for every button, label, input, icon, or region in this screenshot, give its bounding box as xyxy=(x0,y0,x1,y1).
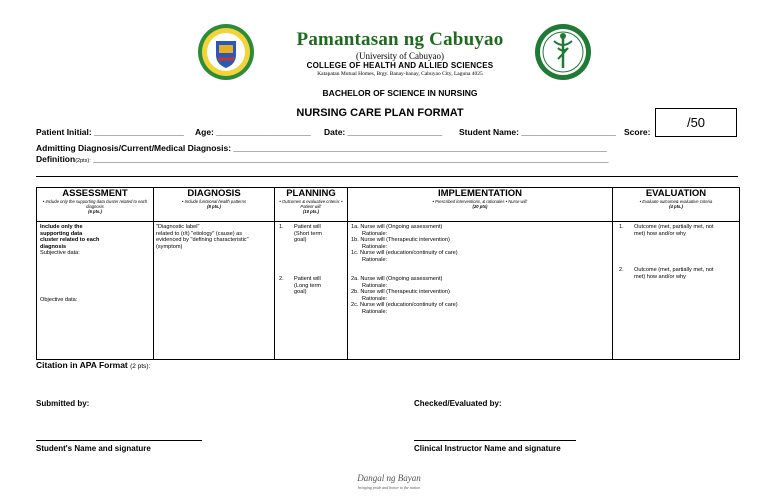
diagnosis-line: "Diagnostic label" xyxy=(156,224,200,230)
column-header-implementation xyxy=(348,188,612,209)
age-field: Age: ____________________ xyxy=(195,127,311,137)
admitting-diagnosis-field: Admitting Diagnosis/Current/Medical Diagnosis: _______________________________________________________________________________ xyxy=(36,143,607,153)
rationale-line: Rationale: xyxy=(362,308,388,315)
evaluation-line: Outcome (met, partially met, not xyxy=(634,267,714,273)
implementation-group-2 xyxy=(351,276,611,316)
assessment-line: Include only the xyxy=(40,224,83,230)
rationale-line: Rationale: xyxy=(362,295,388,302)
table-border xyxy=(739,187,740,360)
planning-line: goal) xyxy=(294,289,307,296)
evaluation-item-number: 1. xyxy=(619,224,624,230)
objective-data-label: Objective data: xyxy=(40,297,78,303)
rationale-line: Rationale: xyxy=(362,256,388,263)
column-points: (8 pts.) xyxy=(207,204,221,209)
diagnosis-line: evidenced by "defining characteristic" xyxy=(156,237,249,244)
column-title: ASSESSMENT xyxy=(62,188,128,199)
column-title: EVALUATION xyxy=(645,188,707,199)
column-header-diagnosis xyxy=(154,188,274,209)
assessment-line: diagnosis xyxy=(40,243,67,250)
score-label: Score: xyxy=(624,127,651,137)
checked-by-label: Checked/Evaluated by: xyxy=(414,399,502,408)
score-box: /50 xyxy=(655,108,737,137)
subjective-data-label: Subjective data: xyxy=(40,250,80,257)
column-note: • Prescribed interventions, & rationales • Nurse will: xyxy=(432,199,528,204)
implementation-line: 2a. Nurse will (Ongoing assessment) xyxy=(351,276,443,282)
evaluation-line: Outcome (met, partially met, not xyxy=(634,224,714,230)
citation-label xyxy=(36,360,150,370)
evaluation-item-1 xyxy=(634,224,738,237)
citation-points: (2 pts): xyxy=(130,363,151,370)
table-border xyxy=(153,187,154,360)
column-points: (10 pts.) xyxy=(302,209,320,214)
university-seal-icon xyxy=(197,23,255,81)
column-title: DIAGNOSIS xyxy=(187,188,241,199)
column-header-planning xyxy=(275,188,347,214)
table-border xyxy=(612,187,613,360)
table-header-border xyxy=(36,221,740,222)
assessment-line: supporting data xyxy=(40,230,83,237)
student-name-field: Student Name: ____________________ xyxy=(459,127,616,137)
column-points: (20 pts) xyxy=(472,204,488,209)
instructor-signature-line xyxy=(414,440,576,441)
implementation-line: 2c. Nurse will (education/continuity of care) xyxy=(351,302,458,309)
planning-item-number: 2. xyxy=(279,276,284,282)
citation-text: Citation in APA Format xyxy=(36,360,128,370)
diagnosis-line: (symptom) xyxy=(156,243,183,250)
column-header-evaluation xyxy=(613,188,739,209)
column-note: • Evaluate outcome& evaluative criteria xyxy=(639,199,713,204)
evaluation-line: met) how and/or why xyxy=(634,230,686,237)
column-title: IMPLEMENTATION xyxy=(437,188,523,199)
planning-short-term xyxy=(294,224,346,244)
column-note: • Include functional health patterns xyxy=(181,199,247,204)
submitted-by-label: Submitted by: xyxy=(36,399,90,408)
diagnosis-cell xyxy=(156,224,273,250)
definition-label: Definition xyxy=(36,154,76,164)
planning-line: (Long term xyxy=(294,282,322,289)
implementation-group-1 xyxy=(351,224,611,264)
column-points: (4 pts.) xyxy=(669,204,683,209)
planning-line: (Short term xyxy=(294,230,322,237)
column-header-assessment xyxy=(37,188,153,214)
program-name: BACHELOR OF SCIENCE IN NURSING xyxy=(322,88,478,98)
university-english-name: (University of Cabuyao) xyxy=(356,51,444,61)
motto-subtitle: bringing pride and honor to the nation xyxy=(358,485,420,490)
planning-item-number: 1. xyxy=(279,224,284,230)
diagnosis-line: related to (r/t) "etiology" (cause) as xyxy=(156,230,243,237)
implementation-line: 2b. Nurse will (Therapeutic intervention) xyxy=(351,289,450,296)
instructor-signature-label: Clinical Instructor Name and signature xyxy=(414,444,561,453)
date-field: Date: ____________________ xyxy=(324,127,443,137)
definition-field xyxy=(36,154,608,164)
planning-line: Patient will xyxy=(294,276,321,282)
motto: Dangal ng Bayan xyxy=(357,473,421,483)
rationale-line: Rationale: xyxy=(362,230,388,237)
student-signature-line xyxy=(36,440,202,441)
column-note: • Outcomes & evaluative criteria: • Patient will: xyxy=(279,199,343,209)
implementation-line: 1a. Nurse will (Ongoing assessment) xyxy=(351,224,443,230)
assessment-line: cluster related to each xyxy=(40,237,100,244)
college-name: COLLEGE OF HEALTH AND ALLIED SCIENCES xyxy=(306,61,494,70)
planning-line: Patient will xyxy=(294,224,321,230)
definition-points: (2pts): xyxy=(75,158,91,164)
university-name: Pamantasan ng Cabuyao xyxy=(296,29,504,50)
column-title: PLANNING xyxy=(286,188,336,199)
form-title: NURSING CARE PLAN FORMAT xyxy=(296,107,464,119)
evaluation-line: met) how and/or why xyxy=(634,273,686,280)
planning-line: goal) xyxy=(294,237,307,244)
column-points: (6 pts.) xyxy=(88,209,102,214)
definition-extra-line xyxy=(36,176,738,177)
definition-line: _____________________________________________________________________________________________________________ xyxy=(93,154,609,164)
evaluation-item-number: 2. xyxy=(619,267,624,273)
rationale-line: Rationale: xyxy=(362,243,388,250)
rationale-line: Rationale: xyxy=(362,282,388,289)
evaluation-item-2 xyxy=(634,267,738,280)
patient-initial-field: Patient Initial: ___________________ xyxy=(36,127,184,137)
college-address: Katapatan Mutual Homes, Brgy. Banay-banay, Cabuyao City, Laguna 4025 xyxy=(317,71,483,77)
implementation-line: 1c. Nurse will (education/continuity of care) xyxy=(351,250,458,257)
column-note: • Include only the supporting data cluster related to each diagnosis xyxy=(42,199,148,209)
implementation-line: 1b. Nurse will (Therapeutic intervention) xyxy=(351,237,450,244)
student-signature-label: Student's Name and signature xyxy=(36,444,151,453)
planning-long-term xyxy=(294,276,346,296)
assessment-cell xyxy=(40,224,152,257)
table-border xyxy=(347,187,348,360)
